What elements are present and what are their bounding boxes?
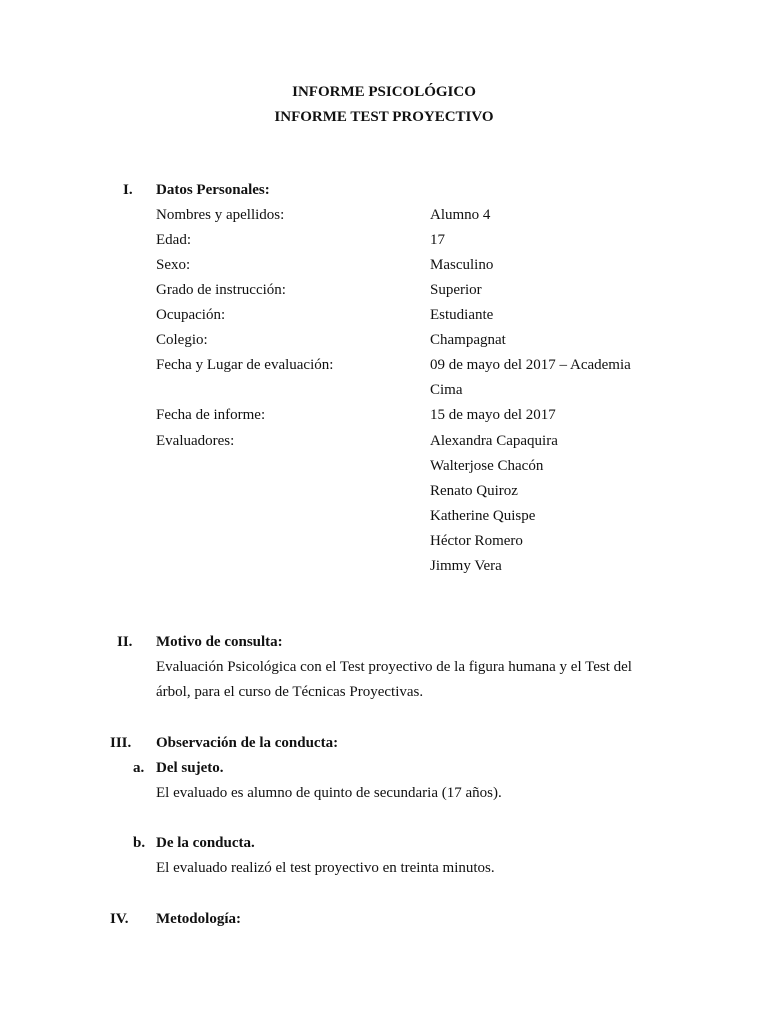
subsection-heading: De la conducta.	[156, 835, 255, 851]
section-heading: Motivo de consulta:	[156, 634, 283, 650]
document-subtitle: INFORME TEST PROYECTIVO	[274, 109, 494, 125]
field-value-sex: Masculino	[430, 257, 494, 273]
field-label-school: Colegio:	[156, 332, 208, 348]
field-label-report-date: Fecha de informe:	[156, 407, 266, 423]
subsection-heading: Del sujeto.	[156, 760, 224, 776]
section-numeral: I.	[123, 182, 133, 198]
paragraph-line: El evaluado realizó el test proyectivo en treinta minutos.	[156, 860, 495, 876]
field-label-age: Edad:	[156, 232, 191, 248]
field-value-eval-date-place: 09 de mayo del 2017 – Academia	[430, 357, 631, 373]
subsection-marker: b.	[133, 835, 146, 851]
field-value-report-date: 15 de mayo del 2017	[430, 407, 556, 423]
paragraph-line: árbol, para el curso de Técnicas Proyectivas.	[156, 684, 424, 700]
field-value-education: Superior	[430, 282, 482, 298]
paragraph-line: Evaluación Psicológica con el Test proyectivo de la figura humana y el Test del	[156, 659, 632, 675]
section-numeral: IV.	[110, 911, 129, 927]
field-label-occupation: Ocupación:	[156, 307, 226, 323]
paragraph-line: El evaluado es alumno de quinto de secundaria (17 años).	[156, 785, 502, 801]
subsection-marker: a.	[133, 760, 145, 776]
section-heading: Metodología:	[156, 911, 241, 927]
field-value-name: Alumno 4	[430, 207, 491, 223]
field-label-education: Grado de instrucción:	[156, 282, 286, 298]
field-label-evaluators: Evaluadores:	[156, 433, 235, 449]
evaluator-name: Walterjose Chacón	[430, 458, 544, 474]
section-numeral: III.	[110, 735, 132, 751]
field-value-school: Champagnat	[430, 332, 506, 348]
field-value-occupation: Estudiante	[430, 307, 494, 323]
section-heading: Observación de la conducta:	[156, 735, 339, 751]
evaluator-name: Katherine Quispe	[430, 508, 536, 524]
field-label-sex: Sexo:	[156, 257, 191, 273]
evaluator-name: Alexandra Capaquira	[430, 433, 558, 449]
field-label-name: Nombres y apellidos:	[156, 207, 285, 223]
section-heading: Datos Personales:	[156, 182, 270, 198]
evaluator-name: Héctor Romero	[430, 533, 523, 549]
document-title: INFORME PSICOLÓGICO	[292, 84, 476, 100]
evaluator-name: Renato Quiroz	[430, 483, 518, 499]
field-value-eval-date-place-cont: Cima	[430, 382, 463, 398]
field-label-eval-date-place: Fecha y Lugar de evaluación:	[156, 357, 334, 373]
field-value-age: 17	[430, 232, 445, 248]
section-numeral: II.	[117, 634, 133, 650]
evaluator-name: Jimmy Vera	[430, 558, 502, 574]
